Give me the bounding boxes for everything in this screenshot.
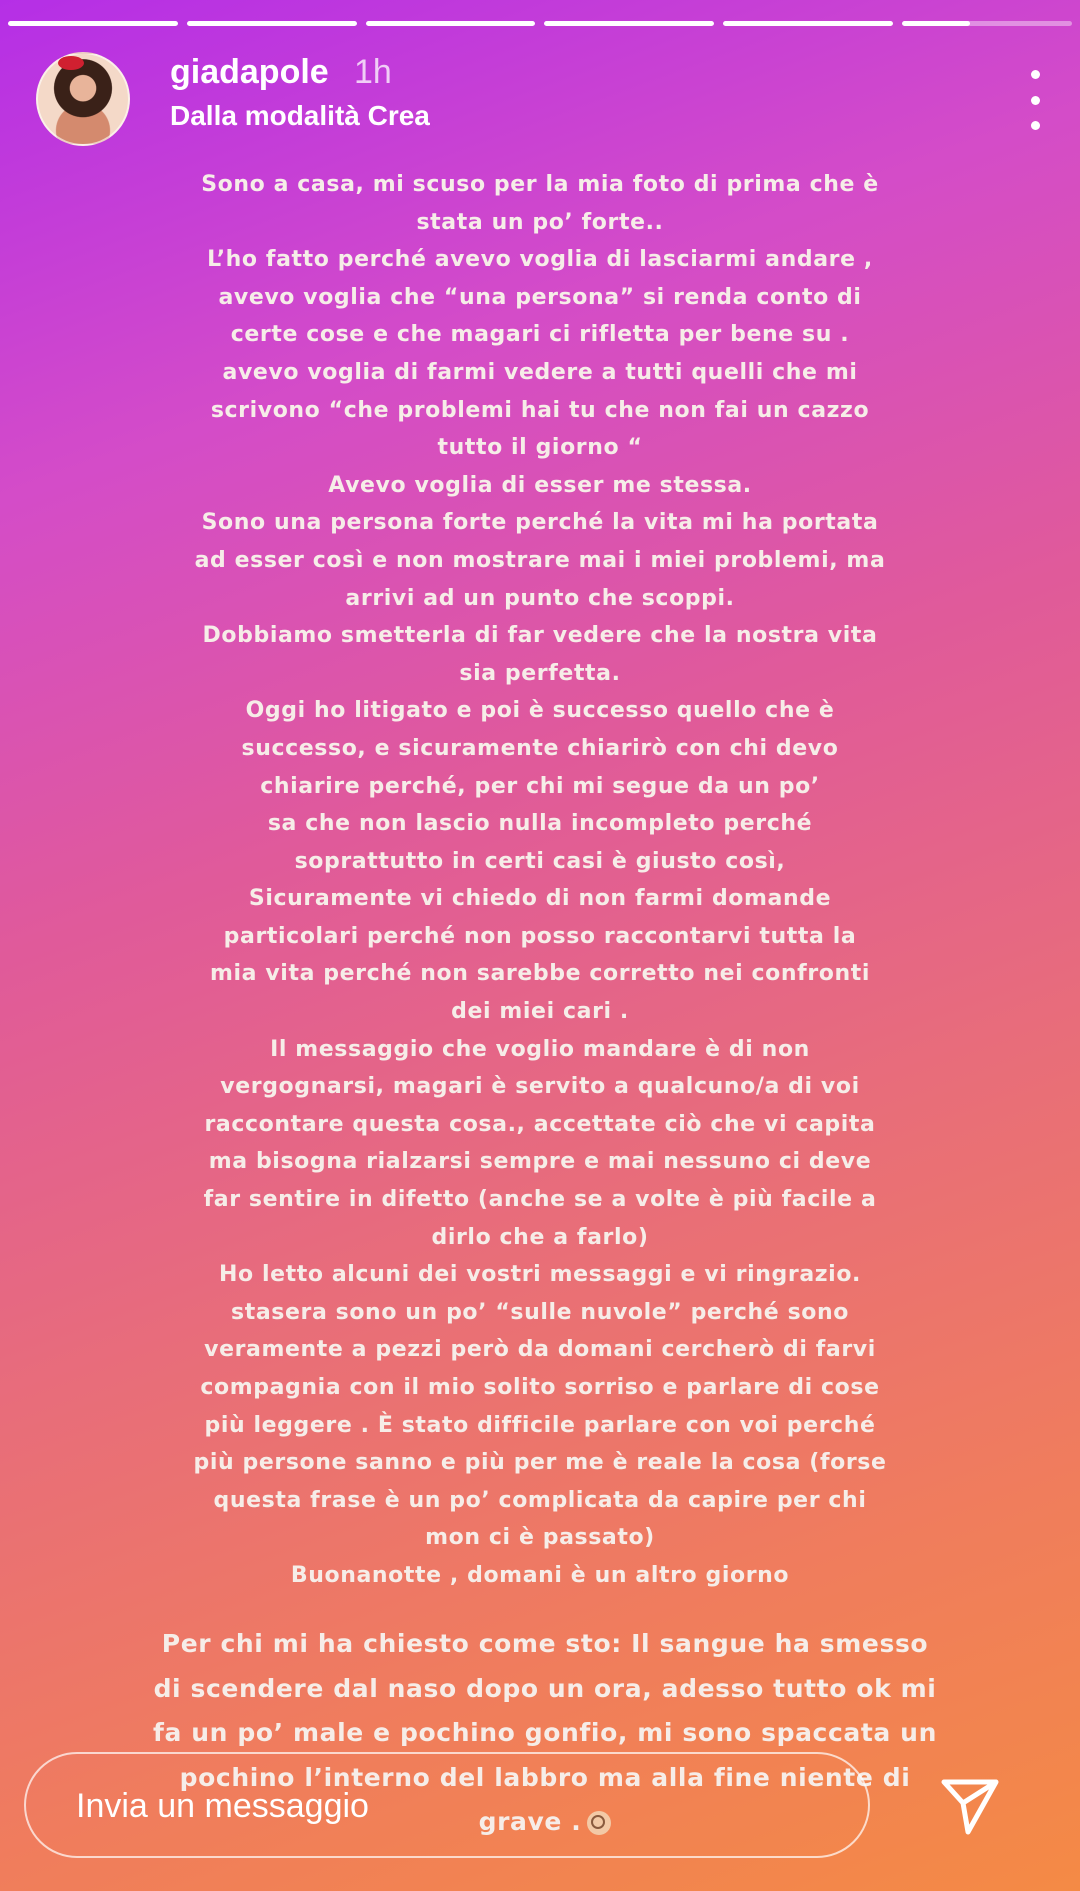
story-update-line-text: pochino l’interno del labbro ma alla fine niente di [179,1762,911,1792]
story-text-line: ad esser così e non mostrare mai i miei problemi, ma [194,547,886,573]
more-vertical-icon[interactable] [1020,70,1050,130]
story-text-line: Oggi ho litigato e poi è successo quello che è [245,698,835,724]
story-text-line: dirlo che a farlo) [431,1224,649,1250]
story-text-line: ma bisogna rialzarsi sempre e mai nessuno ci deve [208,1149,872,1175]
more-dot [1031,96,1040,105]
story-update-line-text: fa un po’ male e pochino gonfio, mi sono spaccata un [153,1718,937,1747]
story-text-line: mia vita perché non sarebbe corretto nei confronti [210,961,870,987]
story-text [120,166,960,1595]
story-text-line: compagnia con il mio solito sorriso e parlare di cose [200,1375,880,1400]
story-text-line: Il messaggio che voglio mandare è di non [270,1036,810,1062]
story-progress-segment [8,21,178,26]
story-text-line: Avevo voglia di esser me stessa. [328,472,752,498]
story-progress-fill [187,21,357,26]
message-input[interactable] [24,1752,870,1858]
story-progress-fill [8,21,178,26]
story-progress-segment [902,21,1072,26]
avatar[interactable] [36,52,130,146]
story-progress-fill [902,21,970,26]
story-text-line: sa che non lascio nulla incompleto perché [267,811,813,837]
story-progress-segment [544,21,714,26]
story-text-line: sia perfetta. [459,660,621,686]
story-text-line: scrivono “che problemi hai tu che non fai un cazzo [210,397,870,423]
story-text-line: arrivi ad un punto che scoppi. [345,585,735,611]
story-text-line: soprattutto in certi casi è giusto così, [294,848,786,874]
username[interactable]: giadapole [170,53,329,91]
story-progress-fill [544,21,714,26]
story-text-line: Sicuramente vi chiedo di non farmi domande [248,886,832,912]
send-icon-graphic [938,1776,1002,1836]
story-text-line: successo, e sicuramente chiarirò con chi devo [241,735,839,761]
story-progress-segment [723,21,893,26]
story-text-line: chiarire perché, per chi mi segue da un po’ [260,773,820,799]
story-progress-segment [366,21,536,26]
story-text-line: Sono a casa, mi scuso per la mia foto di prima che è [201,172,879,197]
story-text-line: Ho letto alcuni dei vostri messaggi e vi ringrazio. [218,1262,861,1288]
story-update-line [100,1711,990,1756]
story-update-line-text: grave . [478,1807,582,1836]
story-text-line: Buonanotte , domani è un altro giorno [290,1562,790,1588]
story-text-line: Sono una persona forte perché la vita mi ha portata [201,510,879,536]
story-text-line: stasera sono un po’ “sulle nuvole” perché sono [231,1299,849,1325]
more-dot [1031,121,1040,130]
send-icon[interactable] [938,1776,1002,1836]
story-progress-bar [8,21,1072,26]
story-text-line: stata un po’ forte.. [416,209,664,235]
story-text-line: avevo voglia che “una persona” si renda conto di [218,284,862,310]
story-subtitle: Dalla modalità Crea [170,100,430,131]
story-progress-fill [366,21,536,26]
story-progress-fill [723,21,893,26]
story-text-line: certe cose e che magari ci rifletta per bene su . [230,322,850,348]
avatar-hair-bow [58,56,84,70]
story-text-line: tutto il giorno “ [437,435,643,461]
story-update-line-text: di scendere dal naso dopo un ora, adesso tutto ok mi [153,1673,937,1703]
story-text-line: far sentire in difetto (anche se a volte è più facile a [203,1187,877,1213]
story-text-line: veramente a pezzi però da domani cercherò di farvi [204,1337,876,1363]
story-update-line-text: Per chi mi ha chiesto come sto: Il sangue ha smesso [161,1629,929,1658]
message-input-placeholder: Invia un messaggio [76,1787,369,1825]
story-progress-segment [187,21,357,26]
story-update-line [100,1622,990,1667]
story-text-line: particolari perché non posso raccontarvi tutta la [223,923,857,949]
story-header [36,52,1060,152]
story-text-line: vergognarsi, magari è servito a qualcuno/a di voi [220,1074,860,1100]
more-dot [1031,70,1040,79]
post-time: 1h [354,53,392,91]
story-update-line [100,1667,990,1712]
story-text-line: più leggere . È stato difficile parlare con voi perché [204,1412,876,1438]
story-text-line: questa frase è un po’ complicata da capire per chi [213,1487,867,1513]
story-text-line: avevo voglia di farmi vedere a tutti quelli che mi [222,359,858,385]
story-text-line: Dobbiamo smetterla di far vedere che la nostra vita [202,623,878,649]
story-text-line: mon ci è passato) [425,1525,655,1551]
story-text-line: L’ho fatto perché avevo voglia di lasciarmi andare , [207,247,873,273]
story-text-line: più persone sanno e più per me è reale la cosa (forse [193,1450,887,1476]
story-text-line: dei miei cari . [451,999,629,1025]
story-text-line: raccontare questa cosa., accettate ciò che vi capita [204,1111,876,1137]
